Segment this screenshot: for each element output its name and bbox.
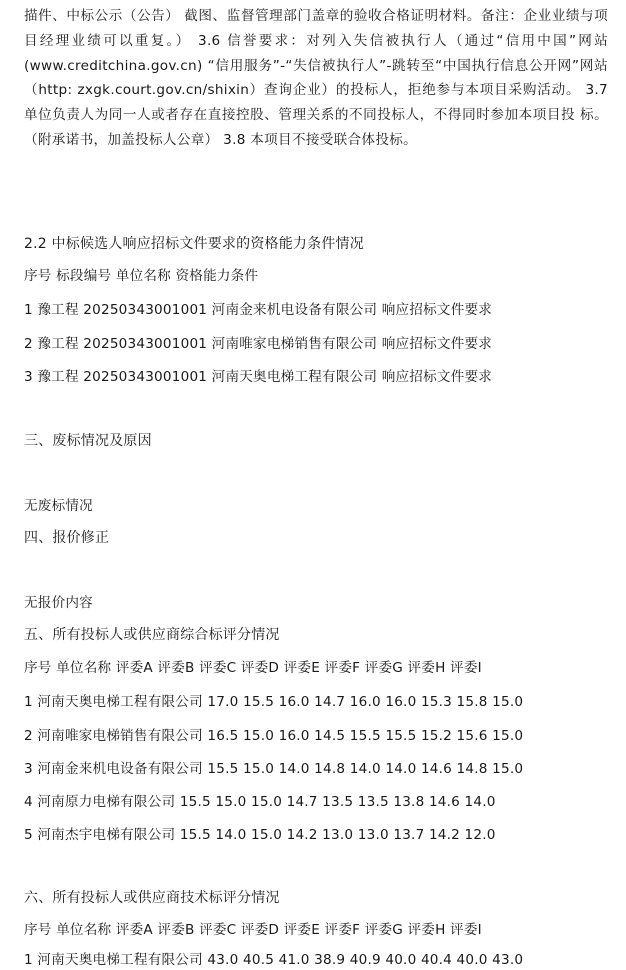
section-2-2-title: 2.2 中标候选人响应招标文件要求的资格能力条件情况 [24,236,364,252]
section-6-row: 1 河南天奥电梯工程有限公司 43.0 40.5 41.0 38.9 40.9 40.0 40.4 40.0 43.0 [24,952,524,968]
section-5-row: 2 河南唯家电梯销售有限公司 16.5 15.0 16.0 14.5 15.5 15.5 15.2 15.6 15.0 [24,728,524,744]
section-5-row: 1 河南天奥电梯工程有限公司 17.0 15.5 16.0 14.7 16.0 16.0 15.3 15.8 15.0 [24,694,524,710]
section-4-title: 四、报价修正 [24,530,110,546]
section-5-title: 五、所有投标人或供应商综合标评分情况 [24,627,280,643]
section-2-2-row: 3 豫工程 20250343001001 河南天奥电梯工程有限公司 响应招标文件要求 [24,369,493,385]
section-5-row: 3 河南金来机电设备有限公司 15.5 15.0 14.0 14.8 14.0 14.0 14.6 14.8 15.0 [24,761,524,777]
section-5-header: 序号 单位名称 评委A 评委B 评委C 评委D 评委E 评委F 评委G 评委H 评委I [24,660,482,676]
section-5-row: 5 河南杰宇电梯有限公司 15.5 14.0 15.0 14.2 13.0 13.0 13.7 14.2 12.0 [24,827,496,843]
section-3-content: 无废标情况 [24,498,93,514]
section-2-2-header: 序号 标段编号 单位名称 资格能力条件 [24,268,259,284]
section-2-2-row: 1 豫工程 20250343001001 河南金来机电设备有限公司 响应招标文件要求 [24,302,493,318]
section-2-2-row: 2 豫工程 20250343001001 河南唯家电梯销售有限公司 响应招标文件要求 [24,336,493,352]
section-6-header: 序号 单位名称 评委A 评委B 评委C 评委D 评委E 评委F 评委G 评委H 评委I [24,922,482,938]
intro-paragraph: 描件、中标公示（公告） 截图、监督管理部门盖章的验收合格证明材料。备注：企业业绩与项目经理业绩可以重复。） 3.6 信誉要求：对列入失信被执行人（通过“信用中国”网站(www.creditchina.gov.cn) “信用服务”-“失信被执行人”-跳转至“中国执行信息公开网”网站（http: zxgk.court.gov.cn/shixin）查询企业）的投标人，拒绝参与本项目采购活动。 3.7 单位负责人为同一人或者存在直接控股、管理关系的不同投标人，不得同时参加本项目投 标。（附承诺书，加盖投标人公章） 3.8 本项目不接受联合体投标。 [24,8,608,148]
section-6-title: 六、所有投标人或供应商技术标评分情况 [24,890,280,906]
section-4-content: 无报价内容 [24,595,93,611]
section-5-row: 4 河南原力电梯有限公司 15.5 15.0 15.0 14.7 13.5 13.5 13.8 14.6 14.0 [24,794,496,810]
section-3-title: 三、废标情况及原因 [24,433,152,449]
